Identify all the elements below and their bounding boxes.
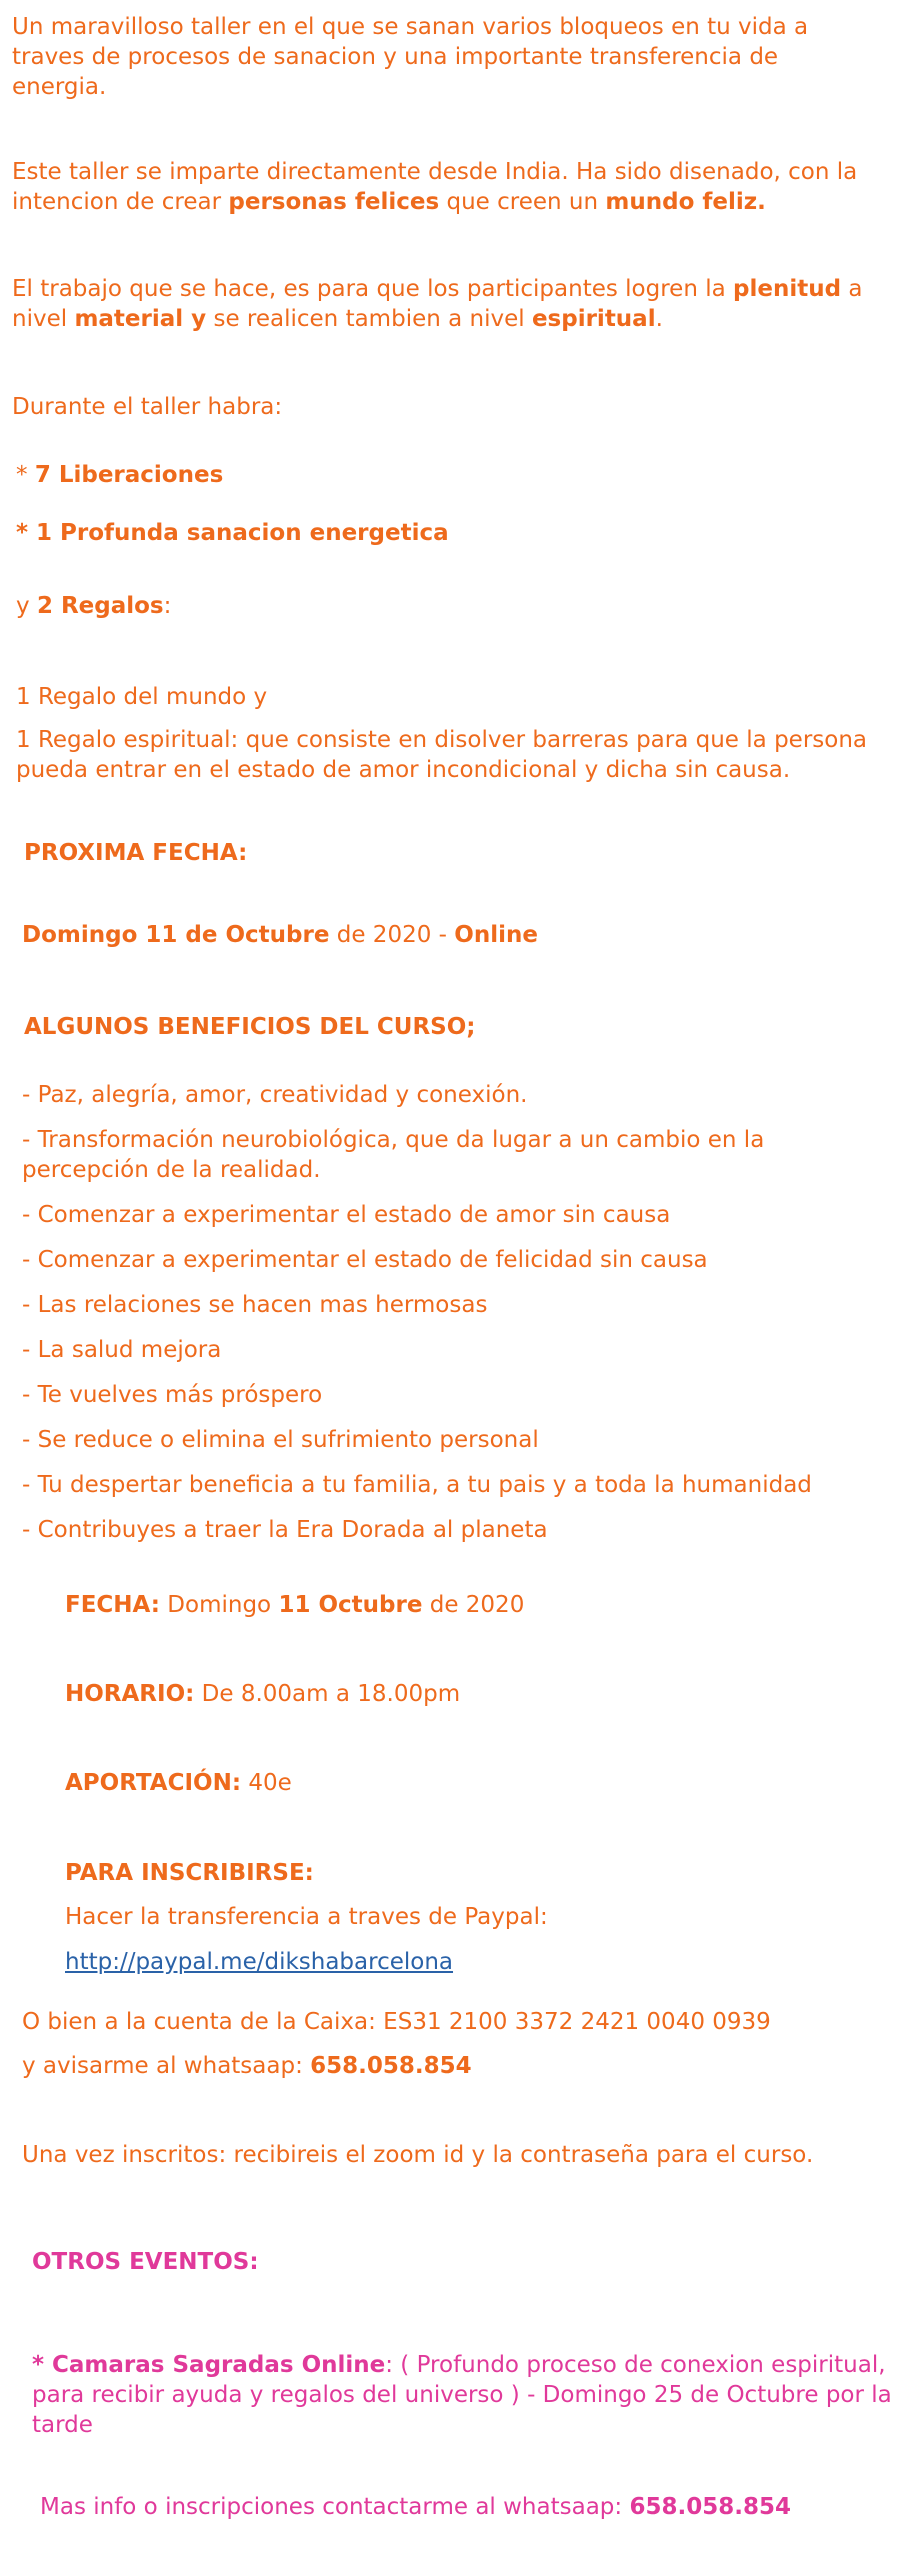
plenitud-text: plenitud xyxy=(733,276,842,302)
event-date-label: FECHA: xyxy=(65,1592,160,1618)
list-item: - Tu despertar beneficia a tu familia, a tu pais y a toda la humanidad xyxy=(22,1472,812,1498)
next-date-year: de 2020 - xyxy=(329,922,455,948)
purpose-connector-text-2: se realicen tambien a nivel xyxy=(206,306,532,332)
benefits-heading-text: ALGUNOS BENEFICIOS DEL CURSO; xyxy=(24,1014,476,1040)
happy-people-text: personas felices xyxy=(228,189,440,215)
event-price xyxy=(65,1768,292,1798)
camaras-event xyxy=(32,2350,902,2440)
purpose-paragraph xyxy=(12,274,892,334)
list-item: - Paz, alegría, amor, creatividad y conexión. xyxy=(22,1082,528,1108)
other-events-heading-text: OTROS EVENTOS: xyxy=(32,2249,259,2275)
event-price-label: APORTACIÓN: xyxy=(65,1770,242,1796)
regalos-text: 2 Regalos xyxy=(36,593,164,619)
list-item: - Se reduce o elimina el sufrimiento personal xyxy=(22,1427,539,1453)
regalos-prefix: y xyxy=(16,593,37,619)
whatsapp-notice xyxy=(22,2051,472,2081)
contact-line xyxy=(40,2492,791,2522)
camaras-title: * Camaras Sagradas Online xyxy=(32,2352,386,2378)
regalos-colon: : xyxy=(163,593,172,619)
camaras-description: : ( Profundo proceso de conexion espiritual, para recibir ayuda y regalos del universo ) - Domingo 25 de Octubre por la tarde xyxy=(32,2352,892,2438)
next-date-line xyxy=(22,920,538,950)
purpose-connector-text: a nivel xyxy=(12,276,863,332)
paypal-instruction: Hacer la transferencia a traves de Paypal: xyxy=(65,1904,548,1930)
benefits-list xyxy=(22,1080,882,1560)
bullet-star: * xyxy=(16,462,35,488)
event-schedule xyxy=(65,1679,460,1709)
whatsapp-number: 658.058.854 xyxy=(310,2053,472,2079)
zoom-notice: Una vez inscritos: recibireis el zoom id y la contraseña para el curso. xyxy=(22,2142,814,2168)
liberaciones-text: 7 Liberaciones xyxy=(34,462,224,488)
list-item: - Las relaciones se hacen mas hermosas xyxy=(22,1292,488,1318)
regalo-espiritual: 1 Regalo espiritual: que consiste en disolver barreras para que la persona pueda entrar en el estado de amor incondicional y dicha sin causa. xyxy=(16,727,867,783)
event-date-weekday: Domingo xyxy=(159,1592,279,1618)
contact-text: Mas info o inscripciones contactarme al whatsaap: xyxy=(40,2494,630,2520)
event-price-value: 40e xyxy=(241,1770,292,1796)
event-date-day: 11 Octubre xyxy=(278,1592,423,1618)
regalo-mundo: 1 Regalo del mundo y xyxy=(16,684,268,710)
contact-whatsapp-number: 658.058.854 xyxy=(629,2494,791,2520)
event-date xyxy=(65,1590,524,1620)
list-item: - Comenzar a experimentar el estado de felicidad sin causa xyxy=(22,1247,708,1273)
benefits-heading xyxy=(24,1012,475,1042)
purpose-text: El trabajo que se hace, es para que los participantes logren la xyxy=(12,276,734,302)
next-date-heading xyxy=(24,838,247,868)
list-item: - Te vuelves más próspero xyxy=(22,1382,323,1408)
intro-text: Un maravilloso taller en el que se sanan varios bloqueos en tu vida a traves de procesos de sanacion y una importante transferencia de energia. xyxy=(12,14,809,100)
other-events-heading xyxy=(32,2247,259,2277)
event-schedule-value: De 8.00am a 18.00pm xyxy=(194,1681,461,1707)
workshop-intro: Durante el taller habra: xyxy=(12,394,283,420)
intro-paragraph xyxy=(12,12,872,102)
list-item: - Contribuyes a traer la Era Dorada al planeta xyxy=(22,1517,548,1543)
paypal-link[interactable]: http://paypal.me/dikshabarcelona xyxy=(65,1949,454,1975)
next-date-online: Online xyxy=(454,922,538,948)
origin-connector-text: que creen un xyxy=(439,189,606,215)
purpose-period: . xyxy=(655,306,663,332)
sanacion-item xyxy=(16,518,449,548)
material-text: material y xyxy=(74,306,207,332)
event-date-year: de 2020 xyxy=(422,1592,525,1618)
whatsapp-notice-text: y avisarme al whatsaap: xyxy=(22,2053,311,2079)
origin-paragraph xyxy=(12,157,892,217)
liberaciones-item xyxy=(16,460,223,490)
register-heading-text: PARA INSCRIBIRSE: xyxy=(65,1860,314,1886)
register-heading xyxy=(65,1858,314,1888)
list-item: - Comenzar a experimentar el estado de amor sin causa xyxy=(22,1202,671,1228)
paypal-link-row xyxy=(65,1947,453,1977)
event-schedule-label: HORARIO: xyxy=(65,1681,195,1707)
list-item: - Transformación neurobiológica, que da lugar a un cambio en la percepción de la realidad. xyxy=(22,1127,765,1183)
happy-world-text: mundo feliz. xyxy=(605,189,766,215)
regalos-item xyxy=(16,591,171,621)
list-item: - La salud mejora xyxy=(22,1337,222,1363)
espiritual-text: espiritual xyxy=(531,306,656,332)
next-date-day: Domingo 11 de Octubre xyxy=(22,922,330,948)
next-date-heading-text: PROXIMA FECHA: xyxy=(24,840,248,866)
bank-account: O bien a la cuenta de la Caixa: ES31 2100 3372 2421 0040 0939 xyxy=(22,2009,771,2035)
origin-text: Este taller se imparte directamente desde India. Ha sido disenado, con la intencion de crear xyxy=(12,159,858,215)
sanacion-text: * 1 Profunda sanacion energetica xyxy=(16,520,449,546)
